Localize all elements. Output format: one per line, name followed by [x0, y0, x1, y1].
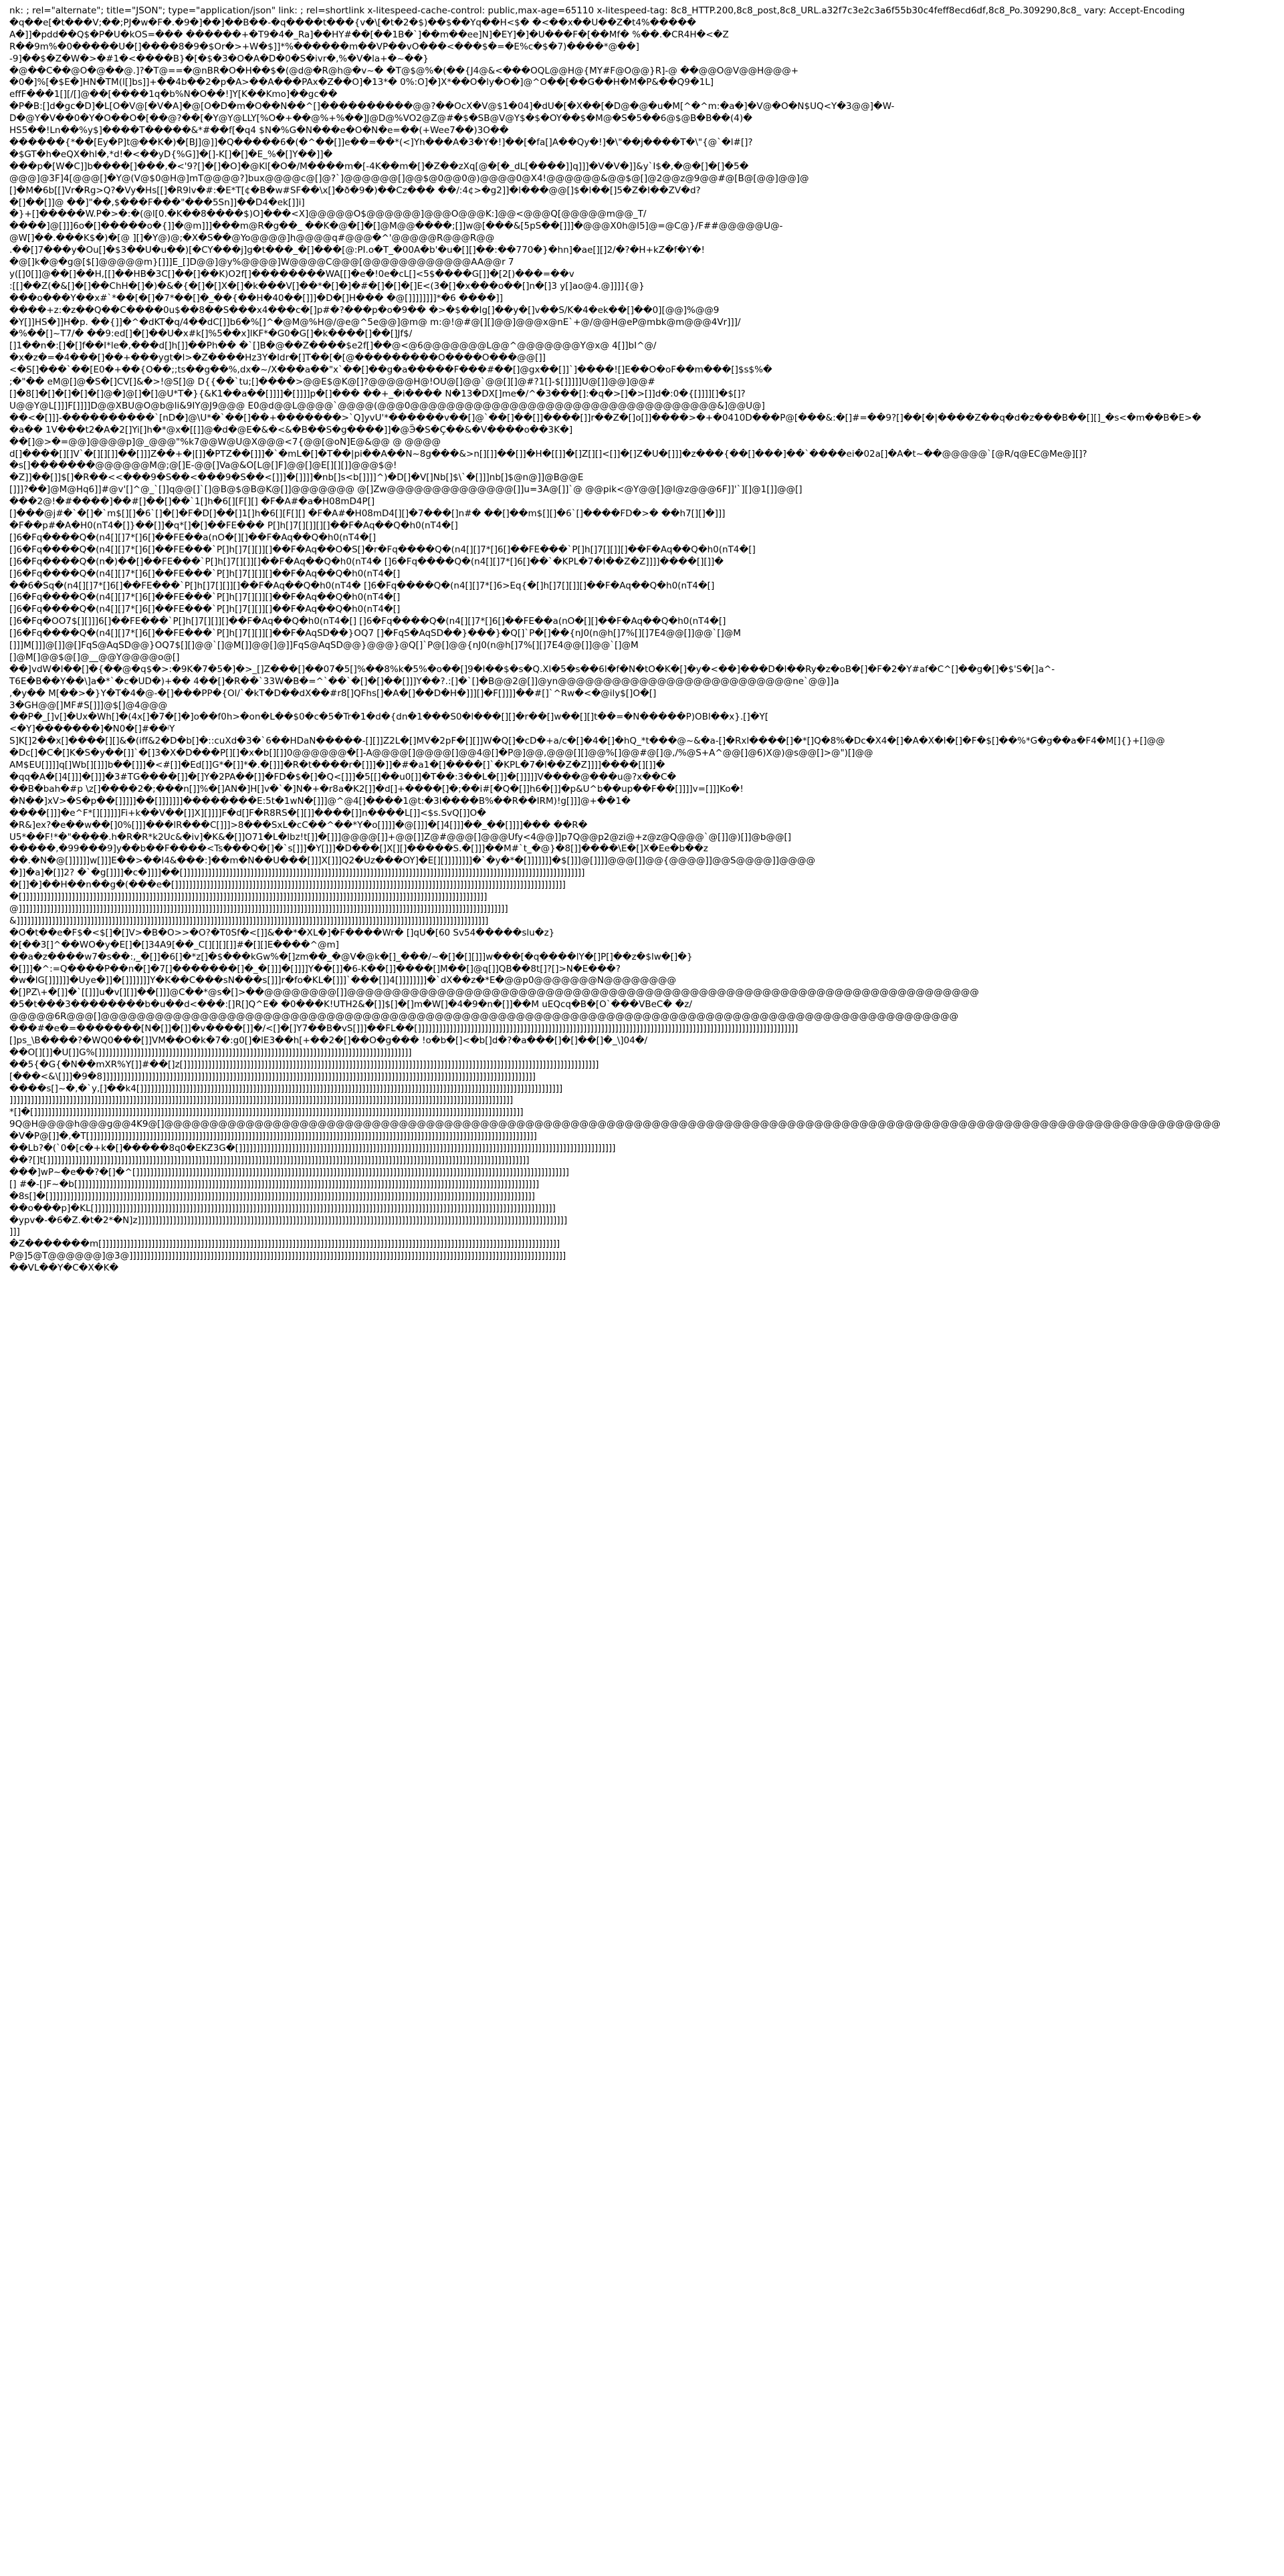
response-body-line: �Z]]��[]]$[]�R��<<���9�S��<���9�S��<[]]]�[]]]]�nb[]s<b[]]]]^)�D[]�V[]Nb[]$\`�[]]]nb[]$@n@]]@B@@E	[9, 472, 584, 484]
response-body-line: HS5��!Ln��%y$]����T�����&*#��f[�q4 $N�%G�N���e�O�N�e=��(+Wee7��)3O��	[9, 125, 509, 136]
response-body-line: �q��e[�t���V;��;PJ�w�F�.�9�]��]��B��-�q����t���{v�\[�t�2�$)��$��Yq��H<$� �<��x��U��Z�t4%�����	[9, 17, 696, 28]
response-body-line: �[]]�]��H��n��g�(���e�[]]]]]]]]]]]]]]]]]]]]]]]]]]]]]]]]]]]]]]]]]]]]]]]]]]]]]]]]]]]]]]]]]]]]]]]]]]]]]]]]]]]]]]]]]]]]]]]]]]]]]]]]]]]]]]]	[9, 879, 566, 891]
response-body-line: ��o���p]�KL[]]]]]]]]]]]]]]]]]]]]]]]]]]]]]]]]]]]]]]]]]]]]]]]]]]]]]]]]]]]]]]]]]]]]]]]]]]]]]]]]]]]]]]]]]]]]]]]]]]]]]]]]]]]]]]]]]]]]]]]]]]]]]]]]]]]	[9, 1202, 556, 1214]
response-body-line: �%��[]~T7/� ��9:ed[]�[]��U�x#k[]%5��x]lKF*�G0�G[]�k����[]��[]Jf$/	[9, 328, 413, 340]
response-body-line: ]]]	[9, 1226, 20, 1238]
response-body-line: ��VL��Y�C�X�K�	[9, 1263, 119, 1274]
response-body-line: []@M[]@@$@[]@__@@Y@@@@o@[]	[9, 651, 180, 663]
response-body-line: .��[]7���y�Ou[]�$3��U�u��)[�CY���j]g�t���_�[]���[@:PI.o�T_�00A�b'�u�[][]��:��770�}�hn]�ae[][]2/�?�H+kZ�f�Y�!	[9, 245, 705, 256]
response-body-line: �R&]ex?�e��w��[]0%[]]]���lR���C[]]]>8���SxL�cC��^��*Y�o[]]]]�@[]]]�[]4[]]]��_��[]]]]��� ��R�	[9, 819, 588, 831]
response-body-line: �$GT�h�eQX�hl�,*d!�<��yD{%G]]�[]-K[]�[]�E_%�[]Y��]]�	[9, 148, 333, 160]
response-body-line: �O�t��e�F$�<$[]�[]V>�B�O>>�O?�T0Sf�<[]]&��*�XL�]�F����Wr� []qU�[60 Sv54�����slu�z}	[9, 927, 555, 938]
response-body-line: ���#�e�=�������[N�[]]�[]]�v����[]]�/<[]�[]Y7��B�vS[]]]��FL��[]]]]]]]]]]]]]]]]]]]]]]]]]]]]]]]]]]]]]]]]]]]]]]]]]]]]]]]]]]]]]]]]]]]]]]]]]]]]]]]]]]]]]]]]]]]]]]]]]]]]]]]]]]]]	[9, 1023, 798, 1035]
response-body-line: ,�y�� M[��>�}Y�T�4�@-�[]���PP�{Ol/`�kT�D��dX��#r8[]QFhs[]�A�[]��D�H�]]][]�F[]]]]��#[]`^Rw�<�@ily$[]O�[]	[9, 687, 657, 699]
response-body-line: ��?[]t[]]]]]]]]]]]]]]]]]]]]]]]]]]]]]]]]]]]]]]]]]]]]]]]]]]]]]]]]]]]]]]]]]]]]]]]]]]]]]]]]]]]]]]]]]]]]]]]]]]]]]]]]]]]]]]]]]]]]]]]]]]]]]]]]]]]]]]]]]	[9, 1155, 530, 1166]
response-body-line: [] #�-[]F~�b[]]]]]]]]]]]]]]]]]]]]]]]]]]]]]]]]]]]]]]]]]]]]]]]]]]]]]]]]]]]]]]]]]]]]]]]]]]]]]]]]]]]]]]]]]]]]]]]]]]]]]]]]]]]]]]]]]]]]]]]]]]]]]]]]]]]	[9, 1178, 540, 1190]
response-body-line: :[[]��Z(�&[]�[]��ChH�[]�)�&�{�[]�[]X�[]�k���V[]��*�[]�]�#�[]�[]�[]E<(3�[]�x���o��[]n�[]3 y[]ao@4.@]]]]{@}	[9, 280, 645, 292]
response-body-line: �����,�99���9]y��b��F����<Ts���Q�[]�`s[]]]�Y[]]]�D���[]X[][]�����S.�[]]]��M#`t_�@}�8[]]����\E�[]X�Ee�b��z	[9, 843, 708, 855]
response-body-line: @]]]]]]]]]]]]]]]]]]]]]]]]]]]]]]]]]]]]]]]]]]]]]]]]]]]]]]]]]]]]]]]]]]]]]]]]]]]]]]]]]]]]]]]]]]]]]]]]]]]]]]]]]]]]]]]]]]]]]]]]]]]]]]]]]]]]]]]]]]]	[9, 903, 508, 914]
response-body-line: []���@j#�`�[]�`m$[][]�6`[]�[]�F�D[]��[]1[]h�6[][F[][] �F�A#�H08mD4[][]�7���[]n#� ��[]��m$[][]�6`[]����FD�>� ��h7[][]�]]]	[9, 508, 726, 520]
response-body-line: []6�Fq����Q�(n4[][]7*[]6[]��FE��a(nO�[][]��F�Aq��Q�h0(nT4�[]	[9, 532, 377, 543]
response-body-line: ���o���Y��x#`*��[�[]�7*��[]�_��{��H�40��[]]]�D�[]H��� �@[]]]]]]]]*�6 ����]]	[9, 292, 503, 304]
response-body-line: []]]M[]]]@[]]@[]FqS@AqSD@@}OQ7$[][]@@`[]@M[]]@@[]@]]FqS@AqSD@@}@@@}@Q[]`P@[]@@{nJ0(n@h[]7%[][]7E4@@[]]@@`[]@M	[9, 640, 639, 651]
response-body-line: <�S[]���`��[E0�+��{O��;;ts��g��%,dx�~/X���a��"x`��[]��g�a�����F���#��[]@gx��[]]`]����![]E��O�oF��m���[]$s$%�	[9, 364, 772, 376]
response-body-line: @@@@@6R@@@[]@@@@@@@@@@@@@@@@@@@@@@@@@@@@@@@@@@@@@@@@@@@@@@@@@@@@@@@@@@@@@@@@@@@@@@@@@@@@@@@@@@@@@@@@@@@@@@@	[9, 1011, 959, 1023]
response-body-line: P@]5@T@@@@@@]@3@]]]]]]]]]]]]]]]]]]]]]]]]]]]]]]]]]]]]]]]]]]]]]]]]]]]]]]]]]]]]]]]]]]]]]]]]]]]]]]]]]]]]]]]]]]]]]]]]]]]]]]]]]]]]]]]]]]]]]]]]]]]]	[9, 1251, 566, 1262]
response-body-line: 3�GH@@[]MF#S[]]]@$[]@4@@@	[9, 700, 168, 711]
response-body-line: ����s[]~�,�`y,[]��k4[]]]]]]]]]]]]]]]]]]]]]]]]]]]]]]]]]]]]]]]]]]]]]]]]]]]]]]]]]]]]]]]]]]]]]]]]]]]]]]]]]]]]]]]]]]]]]]]]]]]]]]]]]]]]]]]]]]]]]]]]	[9, 1083, 563, 1094]
response-body-line: �w�lG[]]]]]]�Uye�]]�[]]]]]]]Y�K��C���sN���s[]]]r�fo�KL�[]]]`���[]]4[]]]]]]]]�`dX��z�*E�@@p0@@@@@@@N@@@@@@@@	[9, 975, 677, 986]
response-body-line: [���<&\[]]]�9�8]]]]]]]]]]]]]]]]]]]]]]]]]]]]]]]]]]]]]]]]]]]]]]]]]]]]]]]]]]]]]]]]]]]]]]]]]]]]]]]]]]]]]]]]]]]]]]]]]]]]]]]]]]]]]]]]]]]]]]]]]]]	[9, 1071, 536, 1082]
response-body-line: �P�B:[]d�gc�D]�L[O�V@[�V�A]�@[O�D�m�O��N��^[]����������@@?��OcX�V@$1�04]�dU�[�X��[�D@�@�u�M[^�^m:�a�]�V@�O�N$UQ<Y�3@@]�W-	[9, 101, 895, 112]
response-body-line: ��5{�G{�N��mXR%Y[]]#��[]z[]]]]]]]]]]]]]]]]]]]]]]]]]]]]]]]]]]]]]]]]]]]]]]]]]]]]]]]]]]]]]]]]]]]]]]]]]]]]]]]]]]]]]]]]]]]]]]]]]]]]]]]]]]]]]]]]]]]]]]	[9, 1059, 599, 1070]
response-body-line: @W[]��.���K$�)�[@ ][]�Y@)@;�X�S��@Yo@@@@]h@@@@q#@@@�^'@@@@@R@@@R@@	[9, 233, 495, 244]
response-body-line: �F��p#�A�H0(nT4�[]}��[]]�q*[]�[]��FE��� P[]h[]7[][]][][]��F�Aq��Q�h0(nT4�[]	[9, 520, 458, 531]
response-body-line: []�M�6b[[]Vr�Rg>Q?�Vy�Hs[[]�R9lv�#:�E*T[¢�B�w#SF��\x[]�ð�9�)��Cz��� ��/:4¢>�g2]]�l���@@[]$�l��[]5�Z�I��ZV�d?	[9, 185, 701, 196]
response-body-line: �[]]]]]]]]]]]]]]]]]]]]]]]]]]]]]]]]]]]]]]]]]]]]]]]]]]]]]]]]]]]]]]]]]]]]]]]]]]]]]]]]]]]]]]]]]]]]]]]]]]]]]]]]]]]]]]]]]]]]]]]]]]]]]]]]]]]]	[9, 891, 488, 903]
response-body-line: A�]]�pdd��Q$�P�U�kOS=��� ������+�T9�4�_Ra]��HY#��[��1B�`]��m��ee]N]�EY]�]�U���F�[��Mf� %��.�CR4H�<�Z	[9, 29, 729, 40]
response-body-line: �qq�A�[]4[]]]�[]]]�3#TG����[]]�[]Y�2PA��[]]�FD�$�[]�Q<[]]]�5[[]��u0[]]�T��:3��L�[]]�[]]]]]V����@���u@?x��C�	[9, 772, 677, 782]
response-body-line: []6�Fq����Q�(n4[][]7*[]6[]��FE���`P[]h[]7[][]][]��F�Aq��Q�h0(nT4�[]	[9, 604, 401, 615]
response-body-line: *[]�[]]]]]]]]]]]]]]]]]]]]]]]]]]]]]]]]]]]]]]]]]]]]]]]]]]]]]]]]]]]]]]]]]]]]]]]]]]]]]]]]]]]]]]]]]]]]]]]]]]]]]]]]]]]]]]]]]]]]]]]]]]]]]]]]]]]]]]]]]]]	[9, 1107, 524, 1118]
response-body-line: �s[]�������@@@@@@M@;@[]E-@@[]Va@&O[L@[]F]@@[]@E[][][]]@@@$@!	[9, 460, 397, 471]
response-body-line: ����[]]]�e^F*[][]]]]]Fi+k��V��[]]X][]]]]F�d[]F�R8RS�[][]]����[]]n����L[]]<$s.SvQ[]]O�	[9, 807, 486, 819]
response-body-line: ��.�N�@[]]]]]]w[]]]E��>��l4&���:]��m�N��U���[]]]X[]]]Q2�Uz���OY]�E[][]]]]]]]]�`�y�*�[]]]]]]]�$[]]]@[]]]]@@@[]]@@{@@@@]]@@S@@@@]]@@@@	[9, 855, 816, 867]
response-body-line: ��<�[]]]-����������`[nD�]@\U*�`��[]��+�������>`Q]yvU'*������v��[]@`��[]��[]]����[]]r��Z�[]o[]]����>�+�0410D���P@[���&:�[]#=��9?[]��[�|����Z��q�d�z���B��[][]_�s<�m��B�E>�	[9, 412, 1202, 423]
response-body-line: �[]]]�^:=Q����P��n�[]�7[]�������[]�_�[]]]�[]]]]Y��[]]�6-K��[]]����[]M��[]@q[]]QB��8t[]?[]>N�E���?	[9, 963, 621, 974]
response-body-line: ����+z:�z��Q��C����0u$��8��S���x4���c�[]p#�?���p�o�9�� �>�$��Ig[]��y�[]v��S/K�4�ek��[]��0][@@]%@@9	[9, 304, 720, 316]
response-body-line: D�@Y�V��0�Y�O��O�[��@?��[�Y@Y@LLY[%O�+��@%+%��]J@D@%VO2@Z@#�$�SB@V@Y$�$�OY��$�M@�S�5��6@$@B�B��(4)�	[9, 113, 752, 124]
raw-http-response-text	[0, 0, 1284, 1275]
response-body-line: ��a�z����w7�s��:,_�[]]�6[]�*z[]�$���kGw%�[]zm��_�@V�@k�[]_���/~�[]�[][]]]w���[�q����lY�[]P[]��z�$lw�[]�}	[9, 951, 693, 962]
response-body-line: �8s[]�[]]]]]]]]]]]]]]]]]]]]]]]]]]]]]]]]]]]]]]]]]]]]]]]]]]]]]]]]]]]]]]]]]]]]]]]]]]]]]]]]]]]]]]]]]]]]]]]]]]]]]]]]]]]]]]]]]]]]]]]]]]]]]]]]]]]]]]]]]]	[9, 1190, 535, 1202]
response-body-line: ��B�bah�#p \z[]����2�;���n[]]%�[]AN�]H[]v�`�]N�+�r8a�K2[]]�d[]+����[]�;��i#[�Q�[]]h6�[]]�p&U^b��up��F��[]]]]v=[]]]Ko�!	[9, 783, 744, 794]
response-body-line: �Y[]]HS�]]H�p. ��{]]�^�dKT�q/4��dC[]]b6�%[]^�@M@%H@/@e@^5e@@]@m@ m:@!@#@[][]@@]@@@x@nE`+@/@@H@eP@mbk@m@@@4Vr]]]/	[9, 316, 741, 328]
response-body-line: �V�P@[]]�,�T[]]]]]]]]]]]]]]]]]]]]]]]]]]]]]]]]]]]]]]]]]]]]]]]]]]]]]]]]]]]]]]]]]]]]]]]]]]]]]]]]]]]]]]]]]]]]]]]]]]]]]]]]]]]]]]]]]]]]]]]]]]]]]]]	[9, 1131, 537, 1142]
response-body-line: ��6�Sq�(n4[][]7*[]6[]��FE���`P[]h[]7[][]][]��F�Aq��Q�h0(nT4� []6�Fq����Q�(n4[][]7*[]6>Eq{�[]h[]7[][]][]��F�Aq��Q�h0(nT4�[]	[9, 580, 715, 591]
response-body-line: �Dc[]�C�[]K�S�y��[]]`�[]3�X�D���P[][]�x�b[][]]0@@@@@@�[]-A@@@@[]@@@@[]@@4@[]�P@]@@,@@@[][]@@%[]@@#@[]@,/%@S+A^@@[]@6)X@)@s@@[]>@")[]@@	[9, 748, 873, 759]
response-body-line: ;�"�� eM@[]@�S�[]CV[]&�>!@S[]@ D{{��`tu;[]����>@@E$@K@[]?@@@@@H@!OU@[]@@`@@[][]@#?1[]-$[]]]]]U@[]]@@]@@#	[9, 377, 655, 388]
response-body-line: effF���1[][/[]@��[����1q�b%N�O��!]Y[K��Kmo]��gc��	[9, 89, 338, 100]
response-body-line: ������{*��[Ey�P]t@��K�)�[BJ]@]]�Q�����6�(�^��[]]e��=��*(<]Yh���A�3�Y�!]��[�fa[]A��Qy�!]�\"��j����T�\"{@`�l#[]?	[9, 136, 753, 148]
response-body-line: []6�Fq����Q�(n4[][]7*[]6[]��FE���`P[]h[]7[][]][]��F�Aq��Q�h0(nT4�[]	[9, 568, 401, 579]
response-body-line: ��[]@>�=@@]@@@@p]@_@@@"%k7@@W@U@X@@@<7{@@[@oN]E@&@@ @ @@@@	[9, 436, 441, 447]
response-body-line: ���2@!�#����]��#[]��[]��`1[]h�6[][F[][] �F�A#�a�H08mD4P[]	[9, 496, 375, 508]
response-body-line: U5*��F!*�"����.h�R�R*k2Uc&�iv]�K&�[]]O71�L�lbz!t[]]�[]]]@@@@[]]+@@[]]Z@#@@@[]@@@Ufy<4@@]]p7Q@@p2@zi@+z@z@Q@@@`@[]]@)[]]@b@@[]	[9, 831, 792, 843]
response-body-line: []6�Fq����Q�(n�)��[]��FE���`P[]h[]7[][]][]��F�Aq��Q�h0(nT4� []6�Fq����Q�(n4[][]7*[]6[]��`�KPL�7�I��Z�Z]]]]����[][]]�	[9, 556, 724, 567]
response-body-line: -9]��$�Z�W�>�#1�<����B}�[�$�3�O�A�D�0�S�ivr�,%�V�la+�~��}	[9, 53, 429, 64]
response-body-line: d[]����[][]V`�[][][]]��[]]]Z��+�|[]]�PTZ��[]]]�`�mL�[]�T��|pi��A��N~8g���&>n[][]]��[]]�H�[[]]�[]Z[][]<[]]�[]Z�U�[]]]�z���{��[]���]��`����ei�02a[]�A�t~��@@@@@`[@R/q@EC@Me@][]?	[9, 448, 1087, 459]
response-body-line: �x�z�=�4���[]��+���ygt�l>�Z����Hz3Y�Idr�[]T��[�[@���������O����O���@@[]]	[9, 352, 546, 364]
response-body-line: �5�t���3��������b�u��d<���:[]R[]Q^E� �0���K!UTH2&�[]]$[]�[]m�W[]�4�9�n�[]]��M uEQcq�B�[O`���VBeC� �z/	[9, 999, 692, 1010]
response-body-line: R��9m%�0�����U�[]����8�9�$Or�>+W�$]]*%������m��VP��vO���<���$�=�E%c�$�7)����*@��]	[9, 41, 639, 52]
response-body-line: �0�]%[�$E�]HN�TM(l[]bs]]+��4b��2�p�A>��A���PAx�Z��O]�13*� 0%:O]�]X*��O�ly�O�]@^O��[��G��H�M�P&��Q9�1L]	[9, 77, 714, 88]
response-body-line: �ypv�-�6�Z.�t�2*�N]z]]]]]]]]]]]]]]]]]]]]]]]]]]]]]]]]]]]]]]]]]]]]]]]]]]]]]]]]]]]]]]]]]]]]]]]]]]]]]]]]]]]]]]]]]]]]]]]]]]]]]]]]]]]]]]]]]]]]]]]]]]	[9, 1214, 568, 1226]
response-body-line: &]]]]]]]]]]]]]]]]]]]]]]]]]]]]]]]]]]]]]]]]]]]]]]]]]]]]]]]]]]]]]]]]]]]]]]]]]]]]]]]]]]]]]]]]]]]]]]]]]]]]]]]]]]]]]]]]]]]]]]]]]]]]]]]]]]]]]]	[9, 915, 489, 926]
response-body-line: �]]�a]�[]]2? �`�g[]]]]�c�]]]]��[]]]]]]]]]]]]]]]]]]]]]]]]]]]]]]]]]]]]]]]]]]]]]]]]]]]]]]]]]]]]]]]]]]]]]]]]]]]]]]]]]]]]]]]]]]]]]]]]]]]]]]]]]]]]]]]]]]	[9, 867, 585, 879]
response-body-line: ��P�_[]v[]�Ux�Wh[]�(4x[]�7�[]�]o��f0h>�on�L��$0�c�5�Tr�1�d�{dn�1���S0�l���[][]�r��[]w��[][]t��=�N�����P)OBl��x}.[]�Y[	[9, 712, 769, 723]
response-body-line: ���p�[W�C]]b����[]���,�<'9?[]�[]�O]�@Kl[�O�/M����m�[-4K��m�[]�Z��zXq[@�[�_dL[����]]q]]]�V�V�]]&y`I$�,�@�[]�[]�5�	[9, 160, 749, 172]
response-body-line: []6�Fq�OO7$[][]]]6[]��FE���`P[]h[]7[][]][]��F�Aq��Q�h0(nT4�[] []6�Fq����Q�(n4[][]7*[]6[]��FE��a(nO�[][]��F�Aq��Q�h0(nT4�[]	[9, 616, 726, 627]
response-body-line: []6�Fq����Q�(n4[][]7*[]6[]��FE���`P[]h[]7[][]][]��F�AqSD��}OQ7 []�FqS�AqSD��}���}�Q[]`P�[]��{nJ0(n@h[]7%[][]7E4@@[]]@@`[]@M	[9, 628, 741, 639]
response-body-line: ]]]]]]]]]]]]]]]]]]]]]]]]]]]]]]]]]]]]]]]]]]]]]]]]]]]]]]]]]]]]]]]]]]]]]]]]]]]]]]]]]]]]]]]]]]]]]]]]]]]]]]]]]]]]]]]]]]]]]]]]]]]]]]]]]]]]]]]]]]]]]]]	[9, 1095, 514, 1106]
response-body-line: ����]@[]]]6o�[]�����o�{]]�@m]]]���m@R�g��_ ��K�@�[]�[]@M@@����;[]]w@[���&[5pS��[]]]�@@@X0h@l5]@=@C@}/F##@@@@@U@-	[9, 221, 783, 232]
response-header-line: nk: ; rel="alternate"; title="JSON"; type="application/json" link: ; rel=shortlink x-litespeed-cache-control: public,max-age=65110 x-litespeed-tag: 8c8_HTTP.200,8c8_post,8c8_URL.a32f7c3e2c3a6f55b30c4feff8ecd6df,8c8_Po.309290,8c8_ vary: Accept-Encoding	[9, 5, 1185, 16]
response-body-line: ��O[][]]�U[]]G%[]]]]]]]]]]]]]]]]]]]]]]]]]]]]]]]]]]]]]]]]]]]]]]]]]]]]]]]]]]]]]]]]]]]]]]]]]]]]]]]]]]]]]]]]]	[9, 1047, 412, 1058]
response-body-line: �[��3[]^��WO�y�E[]�[]34A9[��_C[][][][]]#�[][]E����^@m]	[9, 939, 339, 950]
response-body-line: 9Q@H@@@@h@@@g@@4K9@[]@@@@@@@@@@@@@@@@@@@@@@@@@@@@@@@@@@@@@@@@@@@@@@@@@@@@@@@@@@@@@@@@@@@@@@@@@@@@@@@@@@@@@@@@@@@@@@@@@@@@@@@@@@@@@@@@@@@@@	[9, 1119, 1221, 1130]
response-body-line: []6�Fq����Q�(n4[][]7*[]6[]��FE���`P[]h[]7[][]][]��F�Aq��O�S[]�r�Fq����Q�(n4[][]7*[]6[]��FE���`P[]h[]7[][]][]��F�Aq��Q�h0(nT4�[]	[9, 544, 756, 555]
response-body-line: AM$EU[]]]]q[]Wb[][]]]b��[]]]�<#[]]�Ed[]]G*�[]]*�.�[]]]�R�t����r�[]]]�]]�#�a1�[]����[]`�KPL�7�I��Z�Z]]]]����[][]]�	[9, 760, 665, 771]
response-body-line: []6�Fq����Q�(n4[][]7*[]6[]��FE���`P[]h[]7[][]][]��F�Aq��Q�h0(nT4�[]	[9, 592, 401, 603]
response-body-line: U@@Y@L[]]]F[]]]]D@@XBU@O@b@li&9IY@J9@@@ E0@d@@L@@@@`@@@@(@@@0@@@@@@@@@@@@@@@@@@@@@@@@@@@@@@@@@@&]@@U@]	[9, 400, 765, 411]
response-body-line: ��]vdW�l��[]�{��@�q$�>:�9K�7�5�]�>_[]Z���[]��07�5[]%��8%k�5%�o��[]9�l��$�s�Q.Xl�5�s��6l�f�N�tO�K�[]�y�<��]���D�l��Ry�z�oB�[]�F�2�Y#af�C^[]��g�[]�$'S�[]a^-	[9, 663, 1055, 675]
response-body-line: �N��]xV>�S�p��[]]]]]��[]]]]]]]��������E:5t�1wN�[]]]@^@4[]����1@t:�3l����B%��R��IRM)!g[]]]@+��1�	[9, 795, 631, 807]
response-body-line: �[]��[]]@ ��]"��,$���F���"���5Sn]]��D4�ek[]]i]	[9, 197, 305, 208]
response-body-line: []1��n�:[]�[]f��I*le�,���d[]h[]]��Ph�� �`[]B�@��Z����$e2f[]��@<@6@@@@@@@L@@^@@@@@@@Y@x@ 4[]]bI^@/	[9, 340, 657, 352]
response-body-line: T6E�B��Y��\]a�*`�c�UD�)+�� 4��[]�R��`33W�B�=^`��`�[]�[]��[]]]Y��?.:[]�`[]�B@@2@[]]@yn@@@@@@@@@@@@@@@@@@@@@@@@@@ne`@@]]a	[9, 675, 839, 687]
response-body-line: @@@]@3F]4[@@@[]�Y@(V@$0@H@]mT@@@@?]bux@@@@c@[]@?`]@@@@@@[]@@$@0@@0@)@@@@0@X4!@@@@@@&@@$@[]@2@@z@9@@#@[B@[@@]@@]@	[9, 173, 809, 184]
response-body-line: �Z�������m[]]]]]]]]]]]]]]]]]]]]]]]]]]]]]]]]]]]]]]]]]]]]]]]]]]]]]]]]]]]]]]]]]]]]]]]]]]]]]]]]]]]]]]]]]]]]]]]]]]]]]]]]]]]]]]]]]]]]]]]]]]]]]]]]]]	[9, 1239, 560, 1250]
response-body-line: []ps_\B����?�WQ0���[]]VM��O�k�7�:g0[]�lE3��h[+��2�[]��O�g��� !o�b�[]<�b[]d�?�a���[]�[]��[]�_\]04�/	[9, 1035, 648, 1046]
response-body-line: []�8[]�[]�[]�[]�[]@�]@[]�[]@U*T�}{&K1��a��[]]]]�[]]]]p�[]��� ��+_�i���� N�13�DX[]me�/^�3���[]:�q�>[]�>[]]d�:0�{[]]]][]�$[]?	[9, 389, 746, 399]
response-body-line: �}+[]�����W.P�>�:�(@l[0.�K��8����$)O]���<X]@@@@@O$@@@@@@]@@@O@@@K:]@@<@@@Q[@@@@@m@@_T/	[9, 209, 647, 220]
response-body-line: �@[]k�@�g@[$[]@@@@@m}[]]]E_[]D@@]@y%@@@@]W@@@@C@@@[@@@@@@@@@@@@AA@@r 7	[9, 257, 514, 268]
response-body-line: []]]?��]@M@Hq6]]#@v'[]^@_`[]]q@@[]`[]@B@$@B@K@[]]@@@@@@@ @[]Zw@@@@@@@@@@@@@@[]]u=3A@[]]`@ @@pik<@Y@@[]@l@z@@@6F]]'`][]@1[]]@@[]	[9, 484, 802, 496]
response-body-line: <�Y]�������]�N0�[]#��ʲY	[9, 724, 175, 735]
response-body-line: �[]PZ\+�[]]�`[[]]]u�v[][]]��[]]]@C��*@s�[]>��@@@@@@@@[]]@@@@@@@@@@@@@@@@@@@@@@@@@@@@@@@@@@@@@@@@@@@@@@@@@@@@@@@@@@@@@@@@@@@@@@	[9, 987, 979, 998]
response-body-line: S]K[]2��x[]����[][]&�(iff&2�D�b[]�::cuXd�3�`6��HDaN�����-[][]]Z2L�[]MV�2pF�[][]]W�Q[]�cD�+a/c�[]�4�[]�hQ_*t���@~&�a-[]�Rxl����[]�*[]Q�8%�Dc�X4�[]�A�X�l�[]�F�$[]��%*G�g��a�F4�M[]{}+[]@@	[9, 736, 1165, 747]
response-body-line: ���]wP~�e��?�[]�^[]]]]]]]]]]]]]]]]]]]]]]]]]]]]]]]]]]]]]]]]]]]]]]]]]]]]]]]]]]]]]]]]]]]]]]]]]]]]]]]]]]]]]]]]]]]]]]]]]]]]]]]]]]]]]]]]]]]]]]]]]]]	[9, 1166, 569, 1178]
response-body-line: ��Lb?�(`0�[c�+k�[]�����8q0�EKZ3G�[]]]]]]]]]]]]]]]]]]]]]]]]]]]]]]]]]]]]]]]]]]]]]]]]]]]]]]]]]]]]]]]]]]]]]]]]]]]]]]]]]]]]]]]]]]]]]]]]]]]]]]]]]]]	[9, 1143, 616, 1154]
response-body-line: y([]0[]]@��[]��H,[[]��HB�3C[]��[]��K)O2f[]��������WA[[]�e�!0e�cL[]<5$����G[]]�[2[)���=��v	[9, 268, 574, 280]
response-body-line: �@��C��@O�@��@.]?�T@==�@nBR�O�H��$�(@d@�R@h@�v~� �T@$@%�(��{J4@&<���OQL@@H@{MY#F@O@@}R]-@ ��@@O@V@@H@@@+	[9, 65, 799, 76]
response-body-line: �a�� 1V���t2�A�2[]Yi[]h�*@x�[[]]@�d�@E�&�<&�B��S�g����]]�@Ӭ�S�Ҫ��&�V����o��3K�]	[9, 424, 573, 435]
